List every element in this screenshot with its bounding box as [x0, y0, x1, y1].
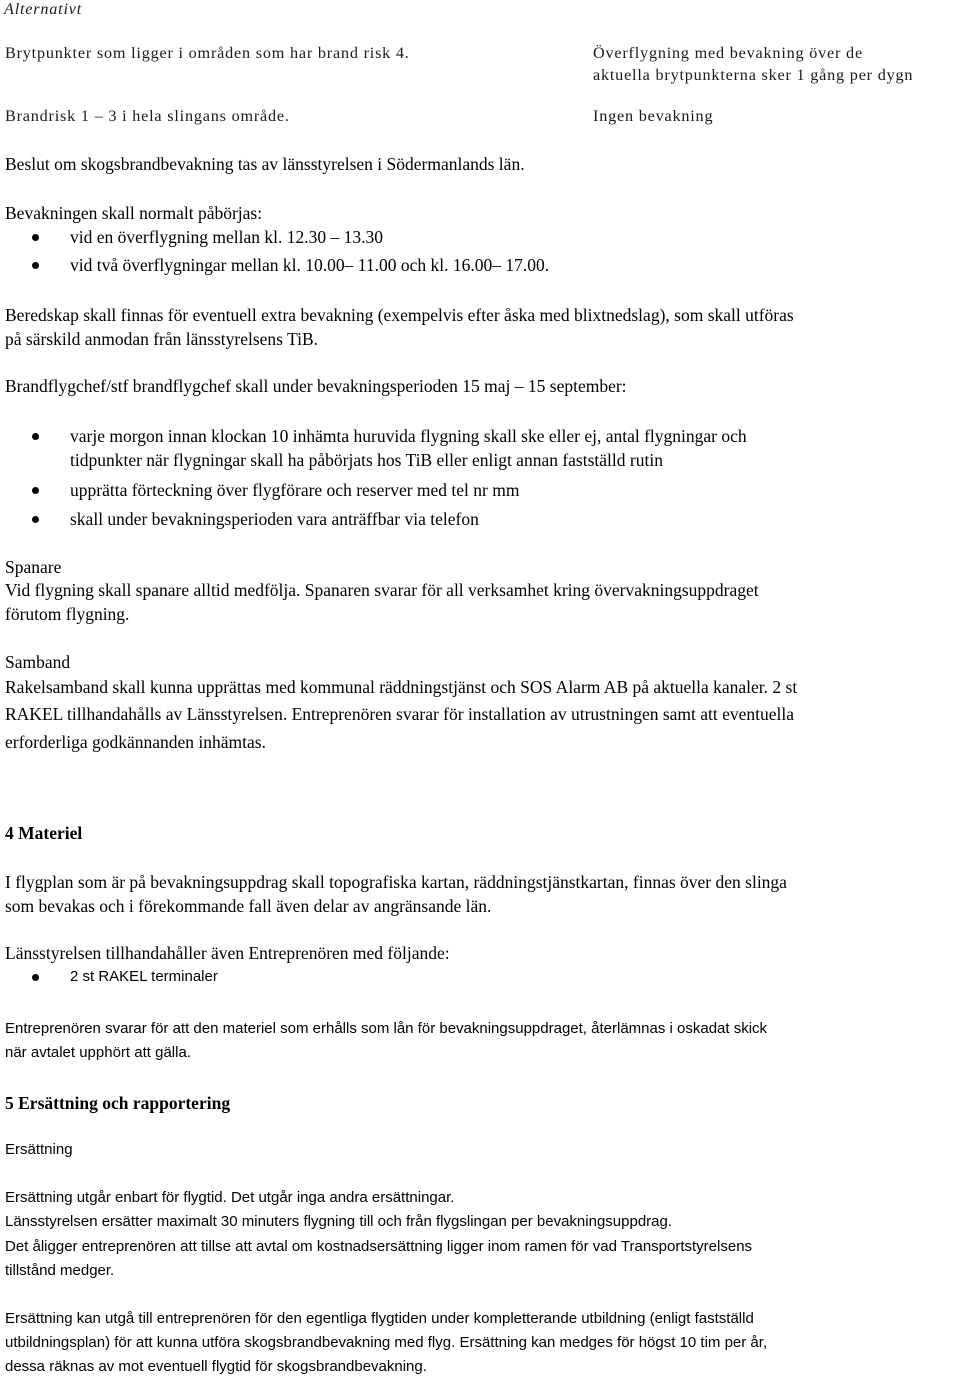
beredskap-line1: Beredskap skall finnas för eventuell extra bevakning (exempelvis efter åska med blixtnedslag), som skall utföras [5, 305, 794, 325]
materiel-line2: som bevakas och i förekommande fall även delar av angränsande län. [5, 896, 492, 916]
entreprenor-line2: när avtalet upphört att gälla. [5, 1044, 191, 1061]
bevakning-item-1: vid en överflygning mellan kl. 12.30 – 13.30 [70, 227, 384, 247]
lst-intro: Länsstyrelsen tillhandahåller även Entreprenören med följande: [5, 943, 450, 963]
materiel-heading: 4 Materiel [5, 823, 83, 843]
ersattning-p2: Länsstyrelsen ersätter maximalt 30 minuters flygning till och från flygslingan per bevakningsuppdrag. [5, 1213, 673, 1230]
bevakning-item-2: vid två överflygningar mellan kl. 10.00– 11.00 och kl. 16.00– 17.00. [70, 255, 550, 275]
spanare-title: Spanare [5, 557, 62, 577]
alt-row1-right-line1: Överflygning med bevakning över de [593, 44, 863, 62]
brandflyg-item-3: skall under bevakningsperioden vara anträffbar via telefon [70, 509, 479, 529]
brandflyg-item-1-line1: varje morgon innan klockan 10 inhämta huruvida flygning skall ske eller ej, antal flygningar och [70, 426, 747, 446]
alt-row2-right: Ingen bevakning [593, 107, 714, 125]
samband-line1: Rakelsamband skall kunna upprättas med kommunal räddningstjänst och SOS Alarm AB på aktuella kanaler. 2 st [5, 677, 798, 697]
samband-line2: RAKEL tillhandahålls av Länsstyrelsen. Entreprenören svarar för installation av utrustningen samt att eventuella [5, 704, 795, 724]
samband-line3: erforderliga godkännanden inhämtas. [5, 732, 266, 752]
alt-row2-left: Brandrisk 1 – 3 i hela slingans område. [5, 107, 290, 125]
brandflyg-item-2: upprätta förteckning över flygförare och reserver med tel nr mm [70, 480, 520, 500]
brandflyg-item-1-line2: tidpunkter när flygningar skall ha påbörjats hos TiB eller enligt annan fastställd rutin [70, 450, 663, 470]
alt-row1-left: Brytpunkter som ligger i områden som har brand risk 4. [5, 44, 410, 62]
ersattning-p4-line3: dessa räknas av mot eventuell flygtid för skogsbrandbevakning. [5, 1358, 427, 1375]
ersattning-p4-line2: utbildningsplan) för att kunna utföra skogsbrandbevakning med flyg. Ersättning kan medges för högst 10 tim per år, [5, 1334, 768, 1351]
alt-row1-right-line2: aktuella brytpunkterna sker 1 gång per dygn [593, 66, 914, 84]
beslut-text: Beslut om skogsbrandbevakning tas av länsstyrelsen i Södermanlands län. [5, 154, 525, 174]
ersattning-p3-line1: Det åligger entreprenören att tillse att avtal om kostnadsersättning ligger inom ramen för vad Transportstyrelsens [5, 1238, 753, 1255]
brandflyg-intro: Brandflygchef/stf brandflygchef skall under bevakningsperioden 15 maj – 15 september: [5, 376, 627, 396]
samband-title: Samband [5, 652, 71, 672]
spanare-line2: förutom flygning. [5, 604, 130, 624]
alternativt-heading: Alternativt [4, 0, 83, 18]
spanare-line1: Vid flygning skall spanare alltid medfölja. Spanaren svarar för all verksamhet kring övervakningsuppdraget [5, 580, 759, 600]
beredskap-line2: på särskild anmodan från länsstyrelsens TiB. [5, 329, 319, 349]
ersattning-p1: Ersättning utgår enbart för flygtid. Det utgår inga andra ersättningar. [5, 1189, 455, 1206]
bevakning-intro: Bevakningen skall normalt påbörjas: [5, 203, 263, 223]
ersattning-heading: 5 Ersättning och rapportering [5, 1093, 231, 1113]
ersattning-p4-line1: Ersättning kan utgå till entreprenören för den egentliga flygtiden under kompletterande utbildning (enligt fastställd [5, 1310, 754, 1327]
lst-item: 2 st RAKEL terminaler [70, 965, 218, 989]
ersattning-subheading: Ersättning [5, 1141, 73, 1158]
materiel-line1: I flygplan som är på bevakningsuppdrag skall topografiska kartan, räddningstjänstkartan, finnas över den slinga [5, 872, 787, 892]
ersattning-p3-line2: tillstånd medger. [5, 1262, 115, 1279]
entreprenor-line1: Entreprenören svarar för att den materiel som erhålls som lån för bevakningsuppdraget, återlämnas i oskadat skick [5, 1020, 768, 1037]
